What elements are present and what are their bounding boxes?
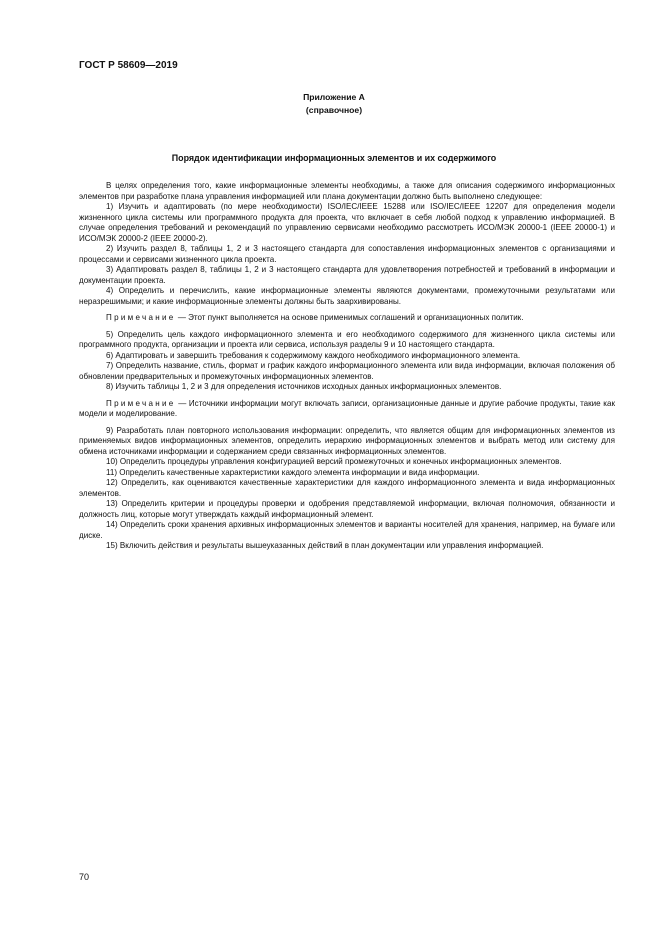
annex-label: Приложение А	[303, 92, 365, 102]
paragraph-item-12: 12) Определить, как оцениваются качественные характеристики для каждого информационного элемента и вида информационных элементов.	[79, 478, 615, 498]
document-body	[79, 181, 615, 552]
note-2	[79, 399, 615, 420]
note-label: Примечание	[106, 398, 176, 408]
paragraph-intro: В целях определения того, какие информационные элементы необходимы, а также для описания содержимого информационных элементов при разработке плана управления информацией или плана документации должно быть выполнено следующее:	[79, 181, 615, 201]
section-title: Порядок идентификации информационных элементов и их содержимого	[171, 153, 497, 163]
paragraph-item-1: 1) Изучить и адаптировать (по мере необходимости) ISO/IEC/IEEE 15288 или ISO/IEC/IEEE 12207 для определения модели жизненного цикла системы или программного продукта для проекта, что включает в себя любой подход к управлению информацией. В случае определения требований и рекомендаций по управлению сервисами необходимо рассмотреть ИСО/МЭК 20000-1 (IEEE 20000-1) и ИСО/МЭК 20000-2 (IEEE 20000-2).	[79, 202, 615, 243]
document-code: ГОСТ Р 58609—2019	[79, 60, 178, 71]
paragraph-item-4: 4) Определить и перечислить, какие информационные элементы являются документами, промежуточными результатами или неразрешимыми; и какие информационные элементы должны быть заархивированы.	[79, 286, 615, 306]
paragraph-item-15: 15) Включить действия и результаты вышеуказанных действий в план документации или управления информацией.	[106, 541, 544, 550]
paragraph-item-10: 10) Определить процедуры управления конфигурацией версий промежуточных и конечных информационных элементов.	[106, 457, 562, 466]
annex-heading	[79, 91, 589, 117]
note-1	[79, 313, 615, 324]
page-number: 70	[79, 872, 90, 882]
paragraph-item-13: 13) Определить критерии и процедуры проверки и одобрения представляемой информации, включая полномочия, обязанности и должность лиц, которые могут утверждать каждый информационный элемент.	[79, 499, 615, 519]
note-text: — Этот пункт выполняется на основе применимых соглашений и организационных политик.	[177, 313, 524, 322]
note-label: Примечание	[106, 313, 176, 322]
paragraph-item-11: 11) Определить качественные характеристики каждого элемента информации и вида информации.	[106, 467, 480, 477]
paragraph-item-7: 7) Определить название, стиль, формат и график каждого информационного элемента или вида информации, включая положения об обновлении предварительных и промежуточных информационных элементов.	[79, 361, 615, 381]
paragraph-item-3: 3) Адаптировать раздел 8, таблицы 1, 2 и 3 настоящего стандарта для удовлетворения потребностей и требований в информации и документации проекта.	[79, 265, 615, 285]
paragraph-item-14: 14) Определить сроки хранения архивных информационных элементов и варианты носителей для хранения, например, на бумаге или диске.	[79, 520, 615, 540]
paragraph-item-2: 2) Изучить раздел 8, таблицы 1, 2 и 3 настоящего стандарта для сопоставления информационных элементов с организациями и процессами и сервисами жизненного цикла проекта.	[79, 244, 615, 264]
paragraph-item-8: 8) Изучить таблицы 1, 2 и 3 для определения источников исходных данных информационных элементов.	[106, 382, 502, 391]
paragraph-item-6: 6) Адаптировать и завершить требования к содержимому каждого необходимого информационного элемента.	[106, 350, 521, 360]
paragraph-item-5: 5) Определить цель каждого информационного элемента и его необходимого содержимого для жизненного цикла системы или программного продукта, организации и проекта или сервиса, используя разделы 9 и 10 настоящего стандарта.	[79, 329, 615, 349]
annex-kind: (справочное)	[305, 105, 363, 115]
note-text: — Источники информации могут включать записи, организационные данные и другие рабочие продукты, такие как модели и моделирование.	[79, 398, 615, 418]
paragraph-item-9: 9) Разработать план повторного использования информации: определить, что является общим для информационных элементов из применяемых видов информационных элементов, определить иерархию информационных элементов и выбрать метод или систему для обмена источниками информации и содержанием среди связанных информационных элементов.	[79, 425, 615, 456]
